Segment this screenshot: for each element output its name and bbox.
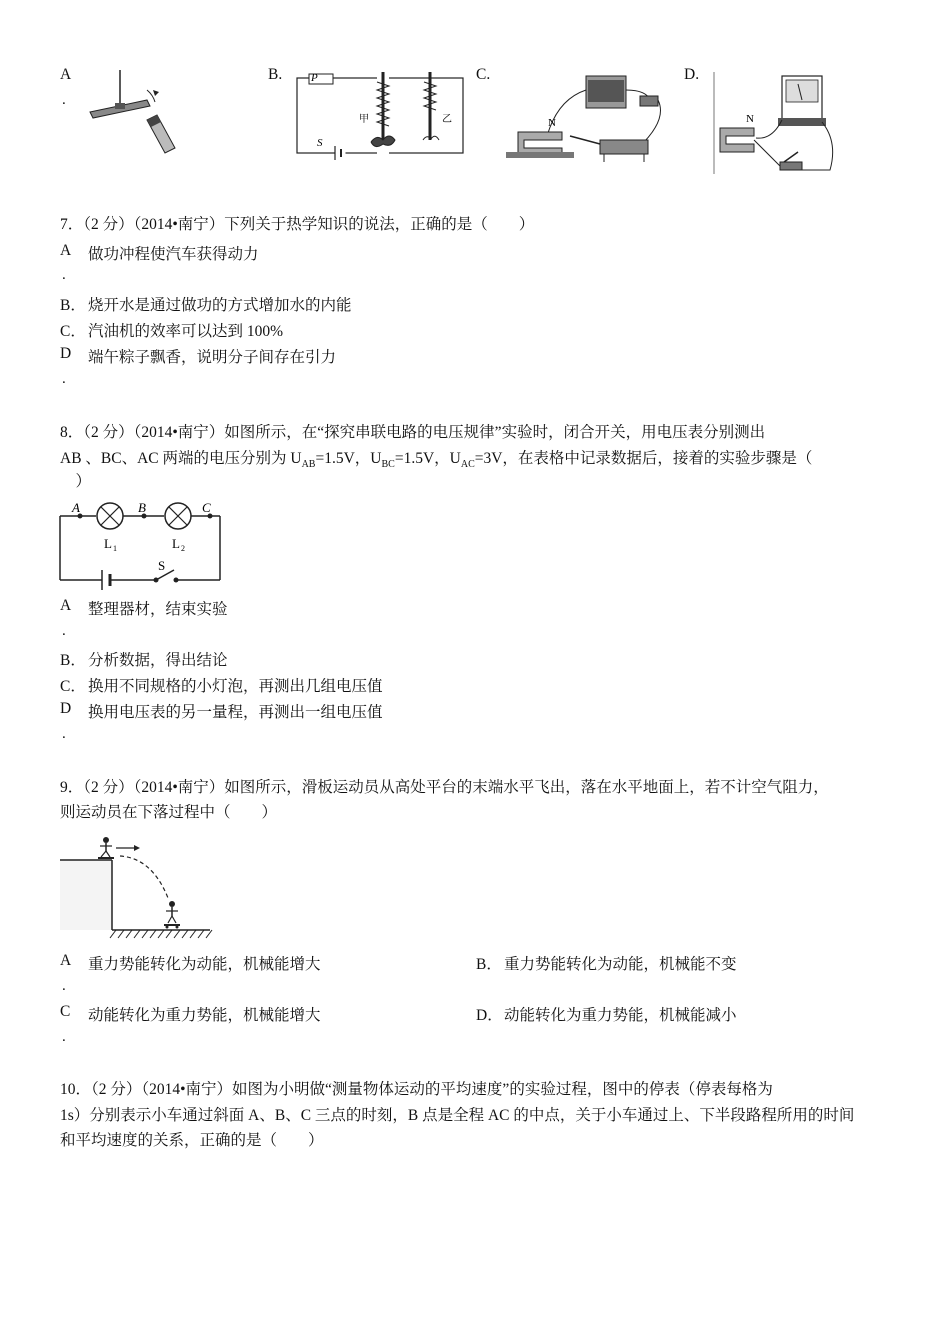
- q8-sub-ac: AC: [460, 459, 475, 471]
- q8-stem-v-ac: =3V，在表格中记录数据后，接着的实验步骤是（: [474, 450, 813, 467]
- q8-stem-v-bc: =1.5V，U: [394, 450, 461, 467]
- q7-option-d-letter: D: [60, 345, 72, 362]
- q7-stem: 7．（2 分）（2014•南宁）下列关于热学知识的说法，正确的是（ ）: [60, 216, 535, 233]
- q6-option-d-letter: D.: [684, 66, 700, 83]
- q9-option-a-text: 重力势能转化为动能，机械能增大: [88, 956, 321, 973]
- q9-option-d-text: 动能转化为重力势能，机械能减小: [504, 1007, 737, 1024]
- q8-option-d-text: 换用电压表的另一量程，再测出一组电压值: [88, 704, 383, 721]
- q8-circuit-label-c: C: [202, 500, 211, 515]
- q8-sub-bc: BC: [381, 459, 395, 471]
- q6-option-c-letter: C.: [476, 66, 491, 83]
- q7-option-a-text: 做功冲程使汽车获得动力: [88, 246, 259, 263]
- q8-circuit-label-l2-sub: 2: [181, 544, 185, 553]
- q8-circuit-label-b: B: [138, 500, 146, 515]
- q9-option-a-letter: A: [60, 952, 72, 969]
- q10-stem-line1: 10．（2 分）（2014•南宁）如图为小明做“测量物体运动的平均速度”的实验过程，图中的停表（停表每格为: [60, 1081, 773, 1098]
- q8-stem-line1: 8．（2 分）（2014•南宁）如图所示，在“探究串联电路的电压规律”实验时，闭合开关，用电压表分别测出: [60, 424, 766, 441]
- q6-option-b-letter: B.: [268, 66, 283, 83]
- q8-circuit-label-l1: L: [104, 536, 112, 551]
- q8-stem-line2: [60, 446, 812, 477]
- q6-fig-b-label-yi: 乙: [442, 114, 452, 125]
- q8-circuit-diagram: [58, 500, 228, 585]
- q6-fig-b-label-s: S: [317, 137, 323, 149]
- q6-fig-b-label-p: P: [311, 72, 318, 84]
- q8-option-d-dot: .: [62, 726, 66, 742]
- q6-figure-c: [500, 70, 670, 165]
- q10-stem-line2: 1s）分别表示小车通过斜面 A、B、C 三点的时刻，B 点是全程 AC 的中点，关于小车通过上、下半段路程所用的时间: [60, 1107, 855, 1124]
- q10-stem-line3: 和平均速度的关系，正确的是（ ）: [60, 1132, 324, 1149]
- q6-fig-d-label: N: [746, 113, 754, 125]
- q7-option-a-dot: .: [62, 267, 66, 283]
- q9-skateboard-figure: [60, 836, 215, 942]
- q6-fig-b-label-jia: 甲: [359, 114, 369, 125]
- q7-option-c-letter: C．: [60, 323, 86, 340]
- q8-circuit-label-l2: L: [172, 536, 180, 551]
- q9-option-a-dot: .: [62, 978, 66, 994]
- q9-option-c-text: 动能转化为重力势能，机械能增大: [88, 1007, 321, 1024]
- q6-figure-b: [295, 70, 465, 160]
- q6-option-a-dot: .: [62, 92, 66, 108]
- q8-circuit-label-l1-sub: 1: [113, 544, 117, 553]
- q6-fig-c-label: N: [548, 117, 556, 129]
- q6-figure-a: [85, 70, 185, 160]
- q7-option-b-text: 烧开水是通过做功的方式增加水的内能: [88, 297, 352, 314]
- q8-stem-line3: ）: [60, 473, 92, 490]
- q7-option-a-letter: A: [60, 242, 72, 259]
- q9-option-b-letter: B．: [476, 956, 502, 973]
- q8-option-d-letter: D: [60, 700, 72, 717]
- q6-figure-d: [710, 70, 850, 180]
- q8-option-b-letter: B．: [60, 652, 86, 669]
- q9-option-d-letter: D．: [476, 1007, 503, 1024]
- q8-option-a-letter: A: [60, 597, 72, 614]
- q8-sub-ab: AB: [301, 459, 316, 471]
- q9-stem-line1: 9．（2 分）（2014•南宁）如图所示，滑板运动员从高处平台的末端水平飞出，落在水平地面上，若不计空气阻力，: [60, 779, 829, 796]
- q9-option-c-letter: C: [60, 1003, 71, 1020]
- q7-option-d-text: 端午粽子飘香，说明分子间存在引力: [88, 349, 337, 366]
- q8-stem-part-a: AB 、BC、AC 两端的电压分别为 U: [60, 450, 302, 467]
- q8-option-a-text: 整理器材，结束实验: [88, 601, 228, 618]
- q9-option-b-text: 重力势能转化为动能，机械能不变: [504, 956, 737, 973]
- q7-option-d-dot: .: [62, 371, 66, 387]
- q8-option-a-dot: .: [62, 623, 66, 639]
- q7-option-c-text: 汽油机的效率可以达到 100%: [88, 323, 284, 340]
- q8-circuit-label-a: A: [72, 500, 80, 515]
- q6-option-a-letter: A: [60, 66, 72, 83]
- q9-stem-line2: 则运动员在下落过程中（ ）: [60, 804, 278, 821]
- q8-stem-v-ab: =1.5V，U: [315, 450, 382, 467]
- q8-option-b-text: 分析数据，得出结论: [88, 652, 228, 669]
- q9-option-c-dot: .: [62, 1029, 66, 1045]
- q8-circuit-label-s: S: [158, 558, 166, 573]
- q8-option-c-text: 换用不同规格的小灯泡，再测出几组电压值: [88, 678, 383, 695]
- q7-option-b-letter: B．: [60, 297, 86, 314]
- q8-option-c-letter: C．: [60, 678, 86, 695]
